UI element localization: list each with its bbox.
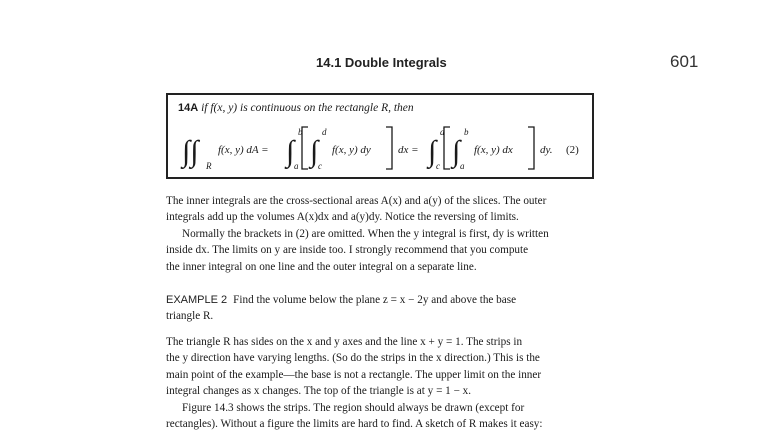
term1-outer-diff: dx =: [398, 144, 419, 156]
text-line: triangle R.: [166, 310, 214, 323]
text-line: The inner integrals are the cross-sectional areas A(x) and a(y) of the slices. The outer: [166, 195, 547, 207]
paragraph-brackets: [166, 226, 602, 275]
example-first-line: [166, 292, 602, 308]
text-line: the y direction have varying lengths. (So do the strips in the x direction.) This is the: [166, 352, 540, 365]
section-title: 14.1 Double Integrals: [316, 55, 447, 70]
right-bracket-2: [528, 127, 534, 169]
term1-outer-lower: a: [294, 161, 299, 171]
text-line: rectangles). Without a figure the limits are hard to find. A sketch of R makes it easy:: [166, 418, 543, 431]
theorem-text: if f(x, y) is continuous on the rectangle R, then: [201, 102, 414, 114]
page-number: 601: [670, 52, 699, 71]
example-label: EXAMPLE 2: [166, 294, 228, 306]
text-line: integral changes as x changes. The top of the triangle is at y = 1 − x.: [166, 384, 472, 397]
text-line: inside dx. The limits on y are inside too. I strongly recommend that you compute: [166, 244, 529, 257]
left-bracket-1: [302, 127, 308, 169]
left-bracket-2: [444, 127, 450, 169]
term2-outer-upper: d: [440, 127, 445, 137]
equation-number: (2): [566, 144, 579, 156]
outer-integral-sign-2: ∫: [428, 135, 437, 168]
inner-integral-sign-1: ∫: [310, 135, 319, 168]
example-2: [166, 292, 602, 325]
term1-inner-upper: d: [322, 127, 327, 137]
example-text: Find the volume below the plane z = x − 2y and above the base: [233, 294, 517, 306]
term2-inner-upper: b: [464, 127, 469, 137]
theorem-statement: [178, 102, 414, 114]
paragraph-inner-outer: [166, 193, 602, 226]
term2-outer-diff: dy.: [540, 144, 553, 156]
running-head: [0, 52, 784, 74]
term1-outer-upper: b: [298, 127, 303, 137]
text-line: main point of the example—the base is not a rectangle. The upper limit on the inner: [166, 368, 542, 381]
text-line: integrals add up the volumes A(x)dx and a(y)dy. Notice the reversing of limits.: [166, 211, 519, 224]
text-line: The triangle R has sides on the x and y axes and the line x + y = 1. The strips in: [166, 336, 523, 348]
text-line: the inner integral on one line and the outer integral on a separate line.: [166, 260, 477, 273]
paragraph-figure: [166, 400, 602, 433]
term1-inner-lower: c: [318, 161, 322, 171]
term2-inner-integrand: f(x, y) dx: [474, 144, 513, 156]
right-bracket-1: [386, 127, 392, 169]
double-integral-formula: [180, 123, 590, 175]
inner-integral-sign-2: ∫: [452, 135, 461, 168]
theorem-box: [166, 93, 594, 179]
outer-integral-sign-1: ∫: [286, 135, 295, 168]
formula-svg: [180, 123, 590, 175]
paragraph-triangle: [166, 334, 602, 399]
term1-inner-integrand: f(x, y) dy: [332, 144, 371, 156]
theorem-id: 14A: [178, 102, 199, 114]
double-integral-sign: ∫∫: [182, 135, 199, 168]
term2-outer-lower: c: [436, 161, 440, 171]
text-line: Normally the brackets in (2) are omitted. When the y integral is first, dy is written: [182, 228, 549, 240]
term2-inner-lower: a: [460, 161, 465, 171]
region-subscript: R: [206, 161, 212, 171]
lhs-integrand: f(x, y) dA =: [218, 144, 269, 156]
text-line: Figure 14.3 shows the strips. The region should always be drawn (except for: [182, 402, 525, 414]
